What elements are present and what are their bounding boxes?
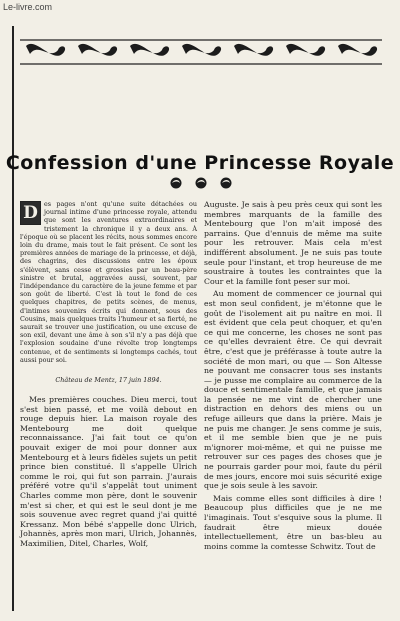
article-title: Confession d'une Princesse Royale	[5, 152, 395, 174]
watermark: Le-livre.com	[3, 2, 53, 12]
right-column	[204, 200, 382, 551]
ornamental-frieze-icon	[20, 38, 382, 66]
intro-paragraph: es pages n'ont qu'une suite détachées ou journal intime d'une princesse royale, attendu que sont les aventures extraordinaires et tristement la chronique il y a deux ans. À l'époque où se placent les récits, nous sommes encore loin du drame, mais tout le fait présent. Ce sont les premières années de mariage de la princesse, et déjà, des chagrins, des discussions entre les époux s'élèvent, sans cesse et grossies par un beau-père sinistre et brutal, aggravées aussi, souvent, par l'indépendance du caractère de la jeune femme et par son goût de liberté. C'est là tout le fond de ces quelques chapitres, de petits scènes, de menus, d'intimes souvenirs écrits qui donnent, sous des Cousins, mais quelques traits l'humeur et sa fierté, ne saurait se trouver une justification, ou une excuse de son exil, devant une âme à son s'il n'y a pas déjà que l'explosion soudaine d'une révolte trop longtemps contenue, et de sentiments si longtemps cachés, tout aussi pour soi.	[20, 200, 197, 364]
body-paragraph: Auguste. Je sais à peu près ceux qui sont les membres marquants de la famille des Mentebourg que l'on m'ait imposé des parrains. Que d'ennuis de même ma suite pour les retrouver. Mais cela m'est indifférent absolument. Je ne suis pas toute seule pour l'instant, et trop heureuse de me soustraire à toutes les contraintes que la Cour et la famille font peser sur moi.	[204, 200, 382, 286]
body-paragraph: Au moment de commencer ce journal qui est mon seul confident, je m'étonne que le goût de l'isolement ait pu naître en moi. Il est évident que cela peut choquer, et qu'en ce qui me concerne, les choses ne sont pas ce qu'elles devraient être. Ce qui devrait être, c'est que je préférasse à toute autre la société de mon mari, ou que — Son Altesse ne pouvant me consacrer tous ses instants — je pusse me complaire au commerce de la douce et sentimentale famille, et que jamais la pensée ne me vint de chercher une distraction en dehors des miens ou un refuge ailleurs que dans la prière. Mais je ne puis me changer. Je sens comme je suis, et il me semble bien que je ne puis m'ignorer moi-même, et qui ne puisse me retrouver sur ces pages des choses que je ne pourrais garder pour moi, faute du péril de mes jours, encore moi suis sécurité exige que je sois seule à les savoir.	[204, 289, 382, 491]
left-column	[20, 200, 197, 548]
body-paragraph: Mais comme elles sont difficiles à dire ! Beaucoup plus difficiles que je ne me l'imaginais. Tout s'esquive sous la plume. Il faudrait être mieux douée intellectuellement, être un bas-bleu au moins comme la comtesse Schwitz. Tout de	[204, 493, 382, 551]
body-paragraph: Mes premières couches. Dieu merci, tout s'est bien passé, et me voilà debout en rouge depuis hier. La maison royale des Mentebourg me doit quelque reconnaissance. J'ai fait tout ce qu'on pouvait exiger de moi pour donner aux Mentebourg et à leurs fidèles sujets un petit prince bien constitué. Il s'appelle Ulrich comme le roi, qui fut son parrain. J'aurais préféré votre qu'il s'appelât tout uniment Charles comme mon père, dont le souvenir m'est si cher, et qui est le seul dont je me sois souvenue avec regret quand j'ai quitté Kressanz. Mon bébé s'appelle donc Ulrich, Johannès, après mon mari, Ulrich, Johannès, Maximilien, Ditel, Charles, Wolf,	[20, 394, 197, 548]
dateline: Château de Mentz, 17 juin 1894.	[55, 376, 162, 385]
drop-cap: D	[20, 201, 41, 225]
page-edge-rule	[12, 26, 14, 611]
flourish-icon	[166, 175, 236, 191]
